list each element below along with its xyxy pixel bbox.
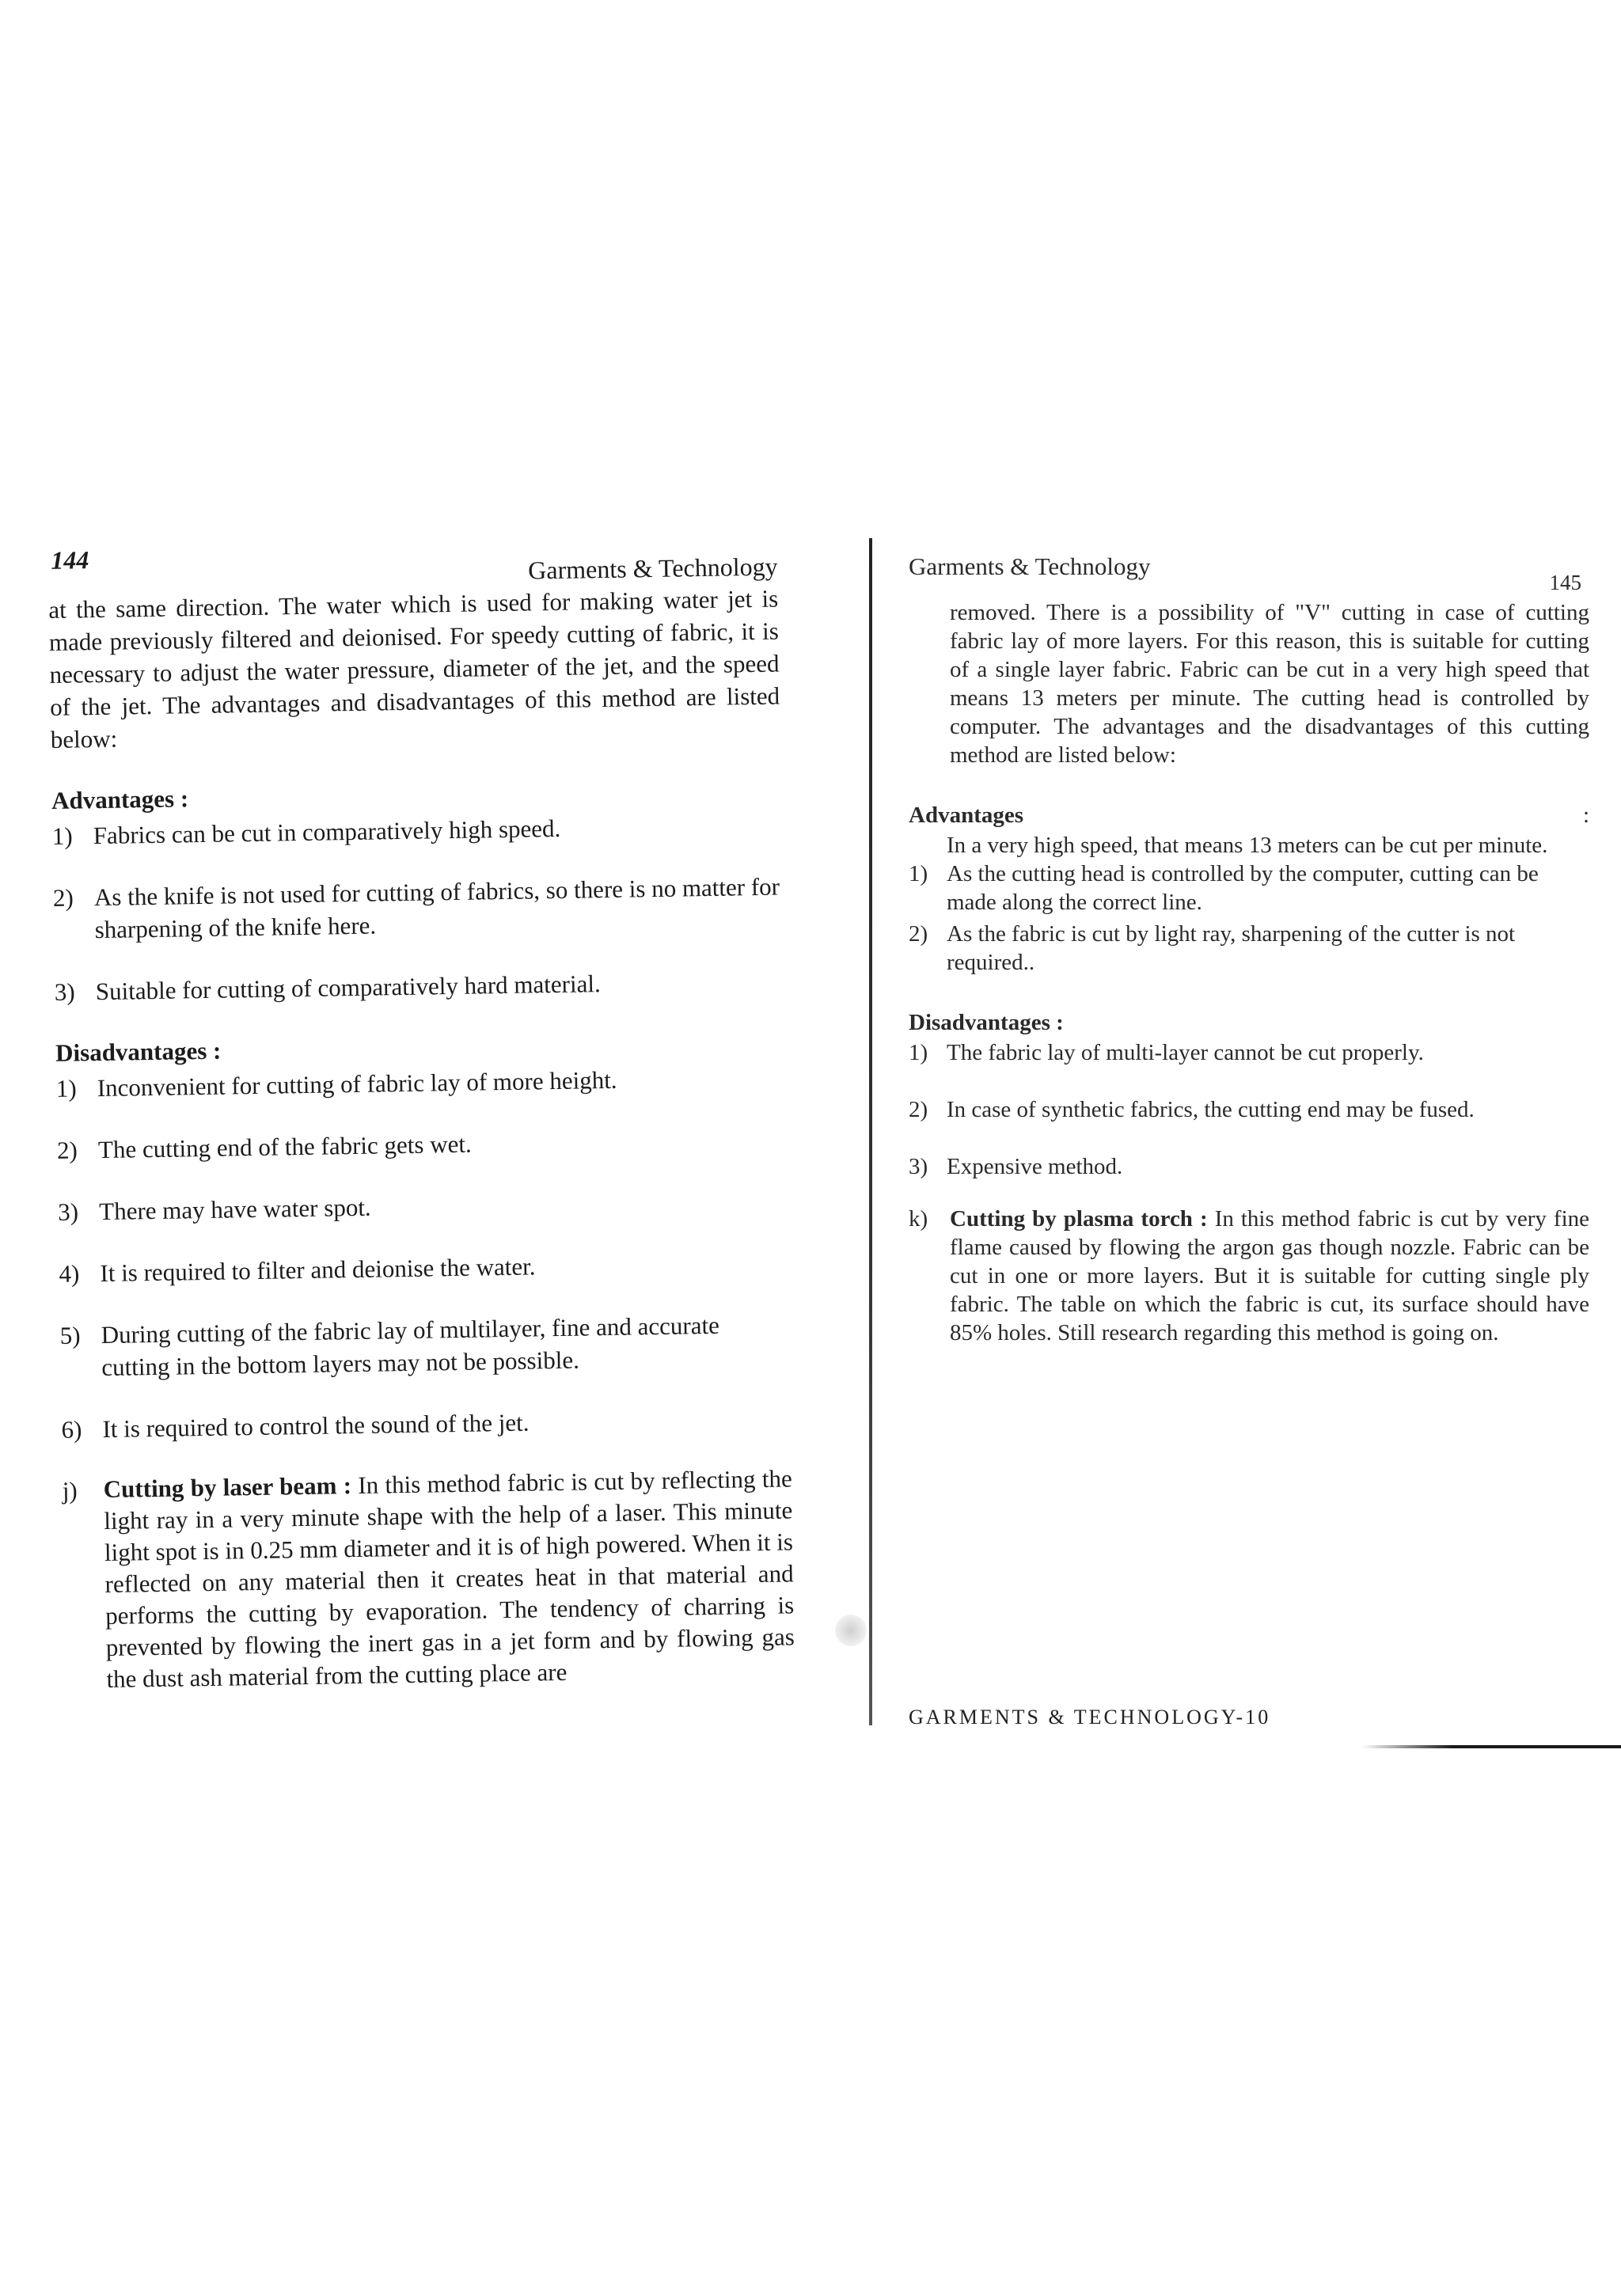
item-number: 2) — [56, 1136, 78, 1164]
method-laser-beam — [62, 1463, 795, 1695]
item-number: 3) — [909, 1154, 928, 1179]
method-text: In this method fabric is cut by very fine flame caused by flowing the argon gas though nozzle. Fabric can be cut in one or more layers. But it is suitable for cutting single ply fabric. The table on which the fabric is cut, its surface should have 85% holes. Still research regarding this method is going on. — [950, 1206, 1590, 1345]
left-page — [47, 533, 795, 1696]
method-letter: j) — [62, 1476, 78, 1505]
item-number: 1) — [909, 861, 928, 886]
item-number: 1) — [909, 1040, 928, 1065]
item-text: The fabric lay of multi-layer cannot be cut properly. — [947, 1040, 1424, 1065]
left-advantages-heading: Advantages : — [51, 784, 189, 814]
right-intro-paragraph: removed. There is a possibility of "V" cutting in case of cutting fabric lay of more layers. For this reason, this is suitable for cutting of a single layer fabric. Fabric can be cut in a very high speed that means 13 meters per minute. The cutting head is controlled by computer. The advantages and the disadvantages of this cutting method are listed below: — [950, 600, 1589, 768]
item-text: It is required to filter and deionise the water. — [100, 1252, 536, 1288]
list-item — [57, 1122, 788, 1166]
item-text: It is required to control the sound of the jet. — [102, 1408, 530, 1444]
list-item — [909, 860, 1589, 917]
left-disadvantages-list — [55, 1061, 791, 1445]
left-page-header — [47, 533, 778, 586]
method-plasma-torch — [909, 1205, 1589, 1347]
item-number: 3) — [54, 977, 75, 1006]
item-text: Expensive method. — [947, 1154, 1123, 1179]
method-text: In this method fabric is cut by reflecting the light ray in a very minute shape with the help of a laser. This minute light spot is in 0.25 mm diameter and it is of high powered. When it is reflected on any material then it creates heat in that material and performs the cutting by evaporation. The tendency of charring is prevented by flowing the inert gas in a jet form and by flowing gas the dust ash material from the cutting place are — [104, 1464, 795, 1694]
method-body — [950, 1205, 1589, 1347]
left-page-number: 144 — [51, 545, 89, 575]
method-letter: k) — [909, 1206, 928, 1231]
book-spine — [869, 538, 872, 1725]
list-item — [59, 1307, 790, 1383]
list-item — [909, 1038, 1589, 1067]
item-number: 3) — [57, 1197, 79, 1226]
item-number: 6) — [61, 1415, 82, 1444]
list-item — [55, 1061, 786, 1104]
left-intro-paragraph: at the same direction. The water which is used for making water jet is made previously filtered and deionised. For speedy cutting of fabric, it is necessary to adjust the water pressure, diameter of the jet, and the speed of the jet. The advantages and disadvantages of this method are listed below: — [48, 584, 780, 753]
item-text: As the fabric is cut by light ray, sharpening of the cutter is not required.. — [947, 921, 1516, 975]
item-number: 4) — [59, 1259, 80, 1288]
right-advantages-heading — [909, 801, 1589, 829]
list-item — [909, 1152, 1589, 1181]
item-number: 2) — [52, 883, 74, 912]
list-item — [59, 1246, 789, 1289]
right-advantages-list — [909, 860, 1589, 977]
item-text: During cutting of the fabric lay of multilayer, fine and accurate cutting in the bottom layers may not be possible. — [101, 1311, 720, 1382]
item-text: In case of synthetic fabrics, the cutting end may be fused. — [947, 1097, 1475, 1122]
item-text: There may have water spot. — [98, 1193, 371, 1226]
scan-edge-rule — [1361, 1745, 1621, 1748]
list-item — [55, 964, 785, 1008]
left-disadvantages-heading: Disadvantages : — [55, 1036, 222, 1067]
list-item — [53, 870, 784, 946]
item-text: The cutting end of the fabric gets wet. — [97, 1129, 472, 1164]
advantages-lead: In a very high speed, that means 13 meters can be cut per minute. — [947, 833, 1548, 858]
right-disadvantages-heading: Disadvantages : — [909, 1010, 1064, 1035]
right-running-head: Garments & Technology — [909, 552, 1151, 580]
left-running-head: Garments & Technology — [527, 552, 778, 585]
right-page — [909, 552, 1589, 1347]
left-advantages-list — [51, 808, 784, 1008]
right-page-number: 145 — [1549, 571, 1581, 594]
list-item — [909, 920, 1589, 977]
list-item — [58, 1184, 788, 1228]
advantages-colon: : — [1582, 803, 1589, 828]
item-number: 1) — [55, 1074, 77, 1102]
method-title: Cutting by plasma torch : — [950, 1206, 1208, 1231]
item-text: Suitable for cutting of comparatively hard material. — [95, 970, 601, 1006]
list-item — [61, 1402, 792, 1445]
scan-smudge — [835, 1615, 867, 1646]
item-text: Fabrics can be cut in comparatively high speed. — [93, 814, 561, 850]
item-text: As the cutting head is controlled by the computer, cutting can be made along the correct line. — [947, 861, 1539, 915]
right-disadvantages-list — [909, 1038, 1589, 1181]
right-page-footer: GARMENTS & TECHNOLOGY-10 — [909, 1706, 1271, 1729]
method-title: Cutting by laser beam : — [103, 1471, 352, 1504]
list-item — [909, 1095, 1589, 1124]
item-number: 2) — [909, 921, 928, 947]
advantages-label: Advantages — [909, 803, 1024, 828]
item-number: 5) — [59, 1321, 81, 1349]
method-body — [103, 1463, 795, 1695]
right-page-header — [909, 552, 1589, 594]
item-number: 2) — [909, 1097, 928, 1122]
item-text: Inconvenient for cutting of fabric lay of more height. — [97, 1065, 617, 1102]
item-number: 1) — [51, 822, 73, 850]
item-text: As the knife is not used for cutting of fabrics, so there is no matter for sharpening of the knife here. — [93, 872, 780, 944]
